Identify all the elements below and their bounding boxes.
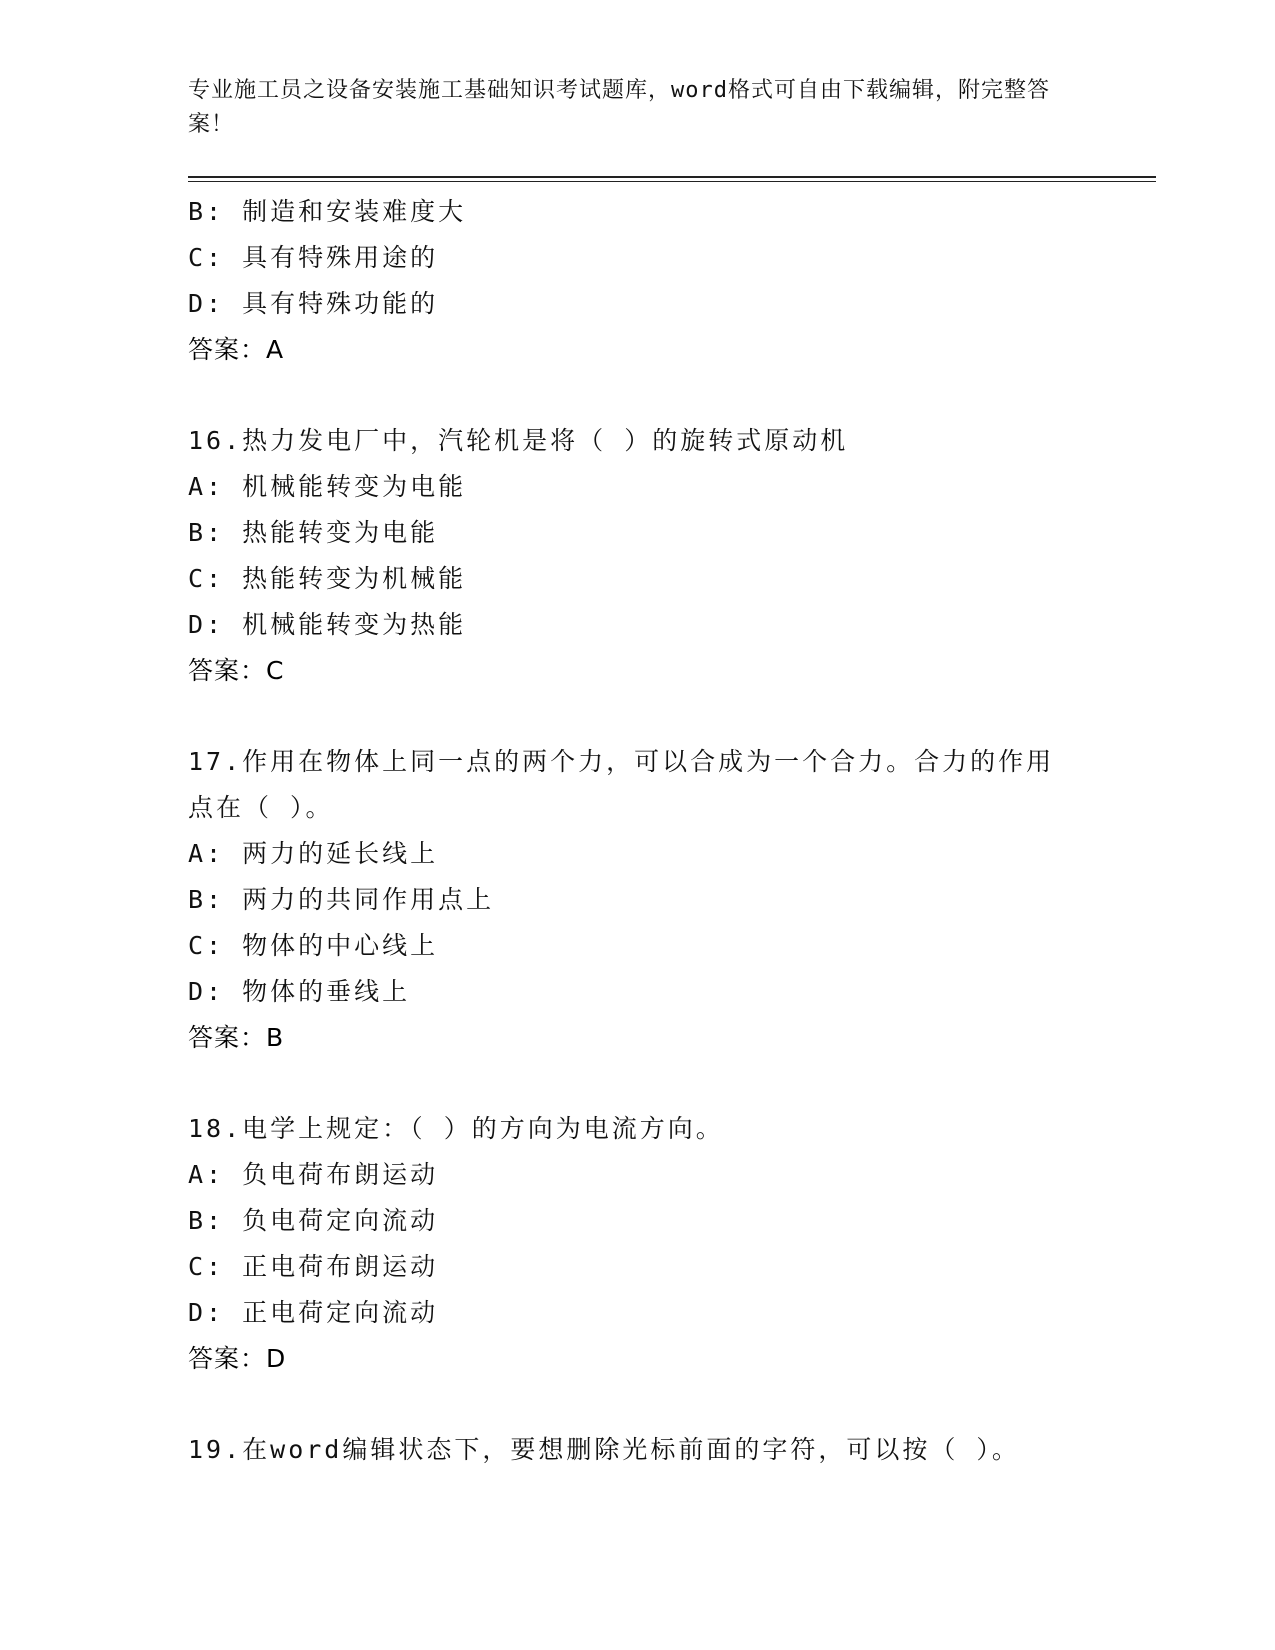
option-b: B: 热能转变为电能 [188,518,439,547]
option-c: C: 正电荷布朗运动 [188,1252,439,1281]
option-b: B: 负电荷定向流动 [188,1206,439,1235]
question-block-16 [188,418,1128,694]
option-d: D: 物体的垂线上 [188,977,411,1006]
answer-line: 答案：A [188,335,285,364]
spacer [188,694,1128,739]
option-b: B: 两力的共同作用点上 [188,885,495,914]
document-header: 专业施工员之设备安装施工基础知识考试题库，word格式可自由下载编辑，附完整答案！ [188,78,1050,137]
header-divider-thin [188,181,1156,182]
question-text: 17.作用在物体上同一点的两个力，可以合成为一个合力。合力的作用点在（ ）。 [188,747,1055,822]
option-d: D: 机械能转变为热能 [188,610,467,639]
question-block-19 [188,1427,1128,1473]
question-text: 18.电学上规定：（ ）的方向为电流方向。 [188,1114,724,1143]
option-d: D: 具有特殊功能的 [188,289,439,318]
option-d: D: 正电荷定向流动 [188,1298,439,1327]
option-b: B: 制造和安装难度大 [188,197,467,226]
answer-line: 答案：C [188,656,285,685]
option-a: A: 两力的延长线上 [188,839,439,868]
header-divider-thick [188,176,1156,178]
answer-line: 答案：D [188,1344,287,1373]
question-text: 19.在word编辑状态下，要想删除光标前面的字符，可以按（ ）。 [188,1435,1020,1464]
spacer [188,1061,1128,1106]
spacer [188,1382,1128,1427]
spacer [188,373,1128,418]
answer-line: 答案：B [188,1023,285,1052]
question-block-15 [188,189,1128,373]
question-list [188,189,1128,1473]
question-block-18 [188,1106,1128,1382]
question-text: 16.热力发电厂中，汽轮机是将（ ）的旋转式原动机 [188,426,849,455]
option-a: A: 负电荷布朗运动 [188,1160,439,1189]
option-c: C: 物体的中心线上 [188,931,439,960]
option-c: C: 热能转变为机械能 [188,564,467,593]
question-block-17 [188,739,1128,1061]
option-a: A: 机械能转变为电能 [188,472,467,501]
option-c: C: 具有特殊用途的 [188,243,439,272]
